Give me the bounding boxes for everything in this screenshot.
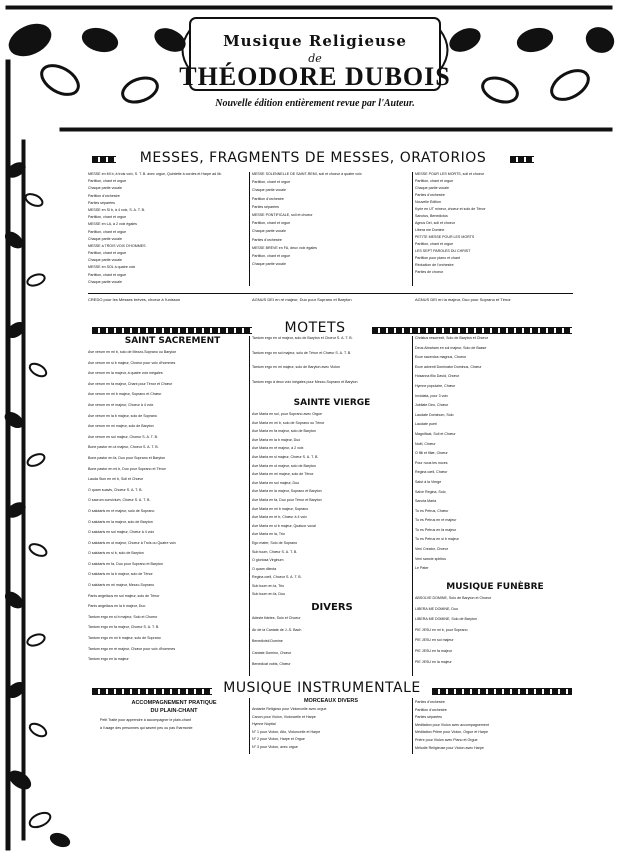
credo-entry (88, 298, 246, 312)
catalog-entry: Hymne Nuptial (252, 722, 276, 727)
catalog-entry: Ave Maria en ré majeur, à 2 voix (252, 446, 304, 451)
catalog-entry: O salutaris en si b, solo de Baryton (88, 551, 144, 556)
catalog-entry: Ave verum en la majeur, à quatre voix inégales (88, 371, 163, 376)
catalog-entry: Ecce sacerdos magnus, Choeur (415, 355, 467, 360)
catalog-entry: Parties d'orchestre (252, 237, 282, 242)
section-rule (92, 327, 252, 334)
catalog-entry: Tantum ergo en ut majeur, solo de Baryton et Chœur S. A. T. B. (252, 336, 353, 340)
section-rule (92, 688, 212, 695)
catalog-entry: Chaque partie vocale (88, 236, 122, 241)
catalog-entry: PETITE MESSE POUR LES MORTS (415, 234, 475, 239)
catalog-entry: Parties d'orchestre (415, 700, 445, 704)
section-title-motets: MOTETS (284, 320, 346, 336)
catalog-entry: Laudate Dominum, Solo (415, 412, 454, 417)
catalog-entry: Tantum ergo en mi b majeur, solo de Soprano (88, 636, 161, 641)
catalog-entry: Libera me Domine (415, 227, 445, 232)
catalog-entry: PIE JESU en la majeur (415, 659, 452, 664)
catalog-entry: LIBERA ME DOMINE, Duo (415, 606, 458, 611)
catalog-entry: Ave Maria en mi b, solo de Soprano ou Ténor (252, 420, 325, 425)
catalog-entry: Parties séparées (252, 204, 279, 209)
catalog-entry: O quam suavis, Choeur S. A. T. B. (88, 487, 143, 492)
catalog-entry: Chaque partie vocale (88, 186, 122, 191)
catalog-entry: Chaque partie vocale (252, 262, 286, 267)
motets-column-3b (415, 596, 573, 676)
catalog-entry: Ave verum en mi b majeur, Soprano et Chœur (88, 392, 162, 397)
catalog-entry: Ave Maria en si b majeur, Quatuor vocal (252, 523, 316, 528)
catalog-entry: Ave Maria en si majeur, Chœur S. A. T. B. (252, 454, 319, 459)
column-divider (412, 698, 413, 754)
catalog-entry: Ave Maria en sol majeur, Duo (252, 480, 300, 485)
catalog-entry: PIE JESU en mi b, pour Soprano (415, 627, 468, 632)
catalog-entry: Sub tuum en fa, Duo (252, 592, 285, 597)
catalog-entry: O salutaris en fa, Duo pour Soprano et Baryton (88, 561, 163, 566)
catalog-entry: O salutaris en mi majeur, Mezzo-Soprano (88, 583, 155, 588)
catalog-entry: Veni Creator, Chœur (415, 547, 448, 552)
motets-column-2b (252, 412, 410, 602)
subsection-saint-sacrement: SAINT SACREMENT (124, 336, 221, 346)
catalog-entry: Chaque partie vocale (252, 229, 286, 234)
catalog-entry: Tantum ergo à deux voix inégales pour Mezzo-Soprano et Baryton (252, 379, 358, 384)
catalog-entry: Partition, chant et orgue (252, 253, 291, 258)
catalog-entry: Chaque partie vocale (88, 258, 122, 263)
catalog-entry: Christus resurrexit, Solo de Baryton et Chœur (415, 336, 488, 340)
masses-column-1 (88, 172, 246, 290)
catalog-entry: MESSE à TROIS VOIX D'HOMMES (88, 243, 146, 248)
catalog-entry: N° 2 pour Violon, Harpe et Orgue (252, 737, 305, 742)
catalog-entry: Veni sancte spiritus (415, 556, 446, 561)
catalog-entry: O salutaris en la majeur, solo de Baryton (88, 519, 153, 524)
catalog-entry: Ave verum en mi majeur, solo de Baryton (88, 424, 154, 429)
catalog-entry: O gloriosa Virginum (252, 558, 284, 563)
catalog-entry: MESSE en MI b, à trois voix, S. T. B. avec orgue, Quintette à cordes et Harpe ad lib. (88, 172, 222, 176)
catalog-entry: Jubilate Deo, Chœur (415, 403, 449, 408)
catalog-entry: PIE JESU en sol majeur (415, 638, 454, 643)
catalog-entry: Sub tuum, Chœur S. A. T. B. (252, 549, 298, 554)
catalog-entry: Ave Maria en la majeur, Soprano et Baryton (252, 489, 322, 494)
catalog-entry: MESSE en SOL à quatre voix (88, 265, 136, 270)
catalog-entry: Partition, chant et orgue (415, 178, 454, 183)
catalog-entry: Nouvelle Édition (415, 199, 441, 204)
agnus-dei-re-entry (252, 298, 410, 312)
catalog-entry: Partition, chant et orgue (88, 215, 127, 220)
catalog-entry: ABSOLVE DOMINE, Solo de Baryton et Choeur (415, 596, 492, 600)
catalog-entry: Partition d'orchestre (415, 707, 447, 712)
catalog-entry: Parties séparées (415, 715, 442, 720)
title-banner (179, 20, 451, 110)
catalog-entry: O salutaris en la b majeur, solo de Ténor (88, 572, 153, 577)
catalog-entry: Partition d'orchestre (252, 196, 284, 201)
catalog-entry: N° 3 pour Violon, avec orgue (252, 744, 298, 749)
catalog-entry: Tantum ergo en fa majeur, Choeur S. A. T. B. (88, 625, 160, 630)
catalog-entry: Partition, chant et orgue (88, 251, 127, 256)
catalog-entry: Lauda Sion en mi b, Soli et Chœur (88, 477, 144, 482)
catalog-entry: Sanctus, Benedictus (415, 213, 448, 218)
motets-column-2c (252, 616, 410, 676)
agnus-dei-la-entry (415, 298, 573, 312)
catalog-entry: Laudate pueri (415, 422, 437, 427)
catalog-entry: Ave Maria en la b majeur, Duo (252, 437, 301, 442)
catalog-entry: Ave Maria en ut majeur, solo de Baryton (252, 463, 316, 468)
catalog-entry: Ave Maria en mi b majeur, Soprano (252, 506, 309, 511)
catalog-entry: Partition, chant et orgue (88, 229, 127, 234)
catalog-entry: Parties de choeur (415, 269, 444, 274)
catalog-entry: Benedixisti Domine (252, 639, 283, 644)
catalog-entry: Tantum ergo en sol majeur, solo de Ténor et Chœur S. A. T. B. (252, 350, 352, 355)
section-title-instrumental: MUSIQUE INSTRUMENTALE (223, 680, 421, 696)
agnus-dei-la-text: AGNUS DEI en la majeur, Duo pour Soprano et Ténor (415, 298, 511, 302)
catalog-entry: Tantum ergo en la majeur (88, 657, 129, 662)
catalog-entry: N° 1 pour Violon, Alto, Violoncelle et Harpe (252, 729, 321, 734)
edition-subtitle: Nouvelle édition entièrement revue par l'Auteur. (215, 98, 415, 109)
catalog-entry: MESSE PONTIFICALE, soli et choeur (252, 212, 313, 217)
catalog-entry: Méditation Prière pour Violon, Orgue et Harpe (415, 730, 489, 735)
catalog-entry: Hosanna filio David, Chœur (415, 374, 460, 379)
catalog-entry: MESSE en LA, à 2 voix égales (88, 222, 137, 227)
section-rule (510, 156, 534, 163)
catalog-entry: LIBERA ME DOMINE, Solo de Baryton (415, 617, 477, 622)
accompagnement-title: ACCOMPAGNEMENT PRATIQUE (131, 700, 217, 706)
catalog-entry: Tantum ergo en mi majeur, solo de Baryton avec Violon (252, 365, 341, 370)
catalog-entry: Ave verum en si b majeur, Choeur pour voix d'hommes (88, 360, 176, 365)
catalog-entry: Partition, chant et orgue (252, 180, 291, 185)
catalog-entry: Tu es Petrus en fa majeur (415, 527, 457, 532)
credo-text: CREDO pour les Messes brèves, choeur à l'unisson (88, 298, 181, 302)
catalog-entry: Pour nous les noces (415, 460, 448, 465)
motets-column-2a (252, 336, 410, 396)
catalog-entry: Partition, chant et orgue (88, 179, 127, 184)
catalog-entry: Mélodie Religieuse pour Violon avec Harpe (415, 745, 484, 750)
section-rule (92, 156, 116, 163)
instrumental-column-1 (100, 718, 248, 742)
column-divider (412, 172, 413, 286)
column-divider (249, 172, 250, 286)
catalog-entry: Réduction de l'orchestre (415, 262, 454, 267)
section-rule (432, 688, 572, 695)
catalog-entry: Salve Regina, Solo (415, 489, 446, 494)
catalog-entry: Hymne populaire, Chœur (415, 383, 456, 388)
title-line2: de (308, 52, 322, 65)
catalog-entry: Regina cœli, Choeur S. A. T. B. (252, 575, 302, 580)
subsection-sainte-vierge: SAINTE VIERGE (293, 398, 371, 408)
catalog-entry: Ave verum en fa majeur, Chant pour Ténor et Chœur (88, 381, 173, 386)
catalog-entry: Noël, Chœur (415, 441, 436, 446)
catalog-entry: Petit Traité pour apprendre à accompagner le plain-chant (100, 718, 191, 722)
catalog-entry: Bone pastor en fa, Duo pour Soprano et Baryton (88, 455, 166, 460)
catalog-entry: Partition pour piano et chant (415, 255, 460, 260)
masses-column-2 (252, 172, 410, 290)
catalog-entry: Kyrie en UT mineur, choeur et solo de Ténor (415, 206, 486, 211)
catalog-entry: Bone pastor en mi b, Duo pour Soprano et Ténor (88, 466, 166, 471)
catalog-entry: Parties d'orchestre (415, 192, 445, 197)
catalog-entry: Ave Maria en fa, Duo pour Ténor et Baryton (252, 497, 322, 502)
morceaux-title: MORCEAUX DIVERS (303, 698, 359, 704)
catalog-entry: Ave Maria en sol, pour Soprano avec Orgue (252, 412, 323, 416)
masses-divider (88, 293, 573, 294)
catalog-entry: Tu es Petrus en ré majeur (415, 518, 457, 523)
catalog-entry: PIE JESU en fa majeur (415, 648, 452, 653)
catalog-entry: MESSE POUR LES MORTS, soli et choeur (415, 172, 485, 176)
motets-column-1 (88, 350, 246, 678)
catalog-entry: Partition d'orchestre (88, 193, 120, 198)
column-divider (249, 698, 250, 754)
section-rule (372, 327, 572, 334)
plain-chant-title: DU PLAIN-CHANT (150, 708, 198, 714)
catalog-entry: Panis angelicus en sol majeur, solo de Ténor (88, 593, 160, 598)
subsection-divers: DIVERS (311, 602, 353, 613)
catalog-entry: Tantum ergo en si b majeur, Solo et Choeur (88, 614, 158, 619)
catalog-entry: Prière pour Violon avec Piano et Orgue (415, 737, 478, 742)
catalog-entry: Chaque partie vocale (415, 185, 449, 190)
catalog-entry: LES SEPT PAROLES DU CHRIST (415, 248, 471, 253)
catalog-entry: Ave Maria en fa majeur, solo de Baryton (252, 429, 316, 434)
catalog-entry: MESSE BRÈVE en FA, deux voix égales (252, 245, 317, 250)
catalog-entry: Partition, chant et orgue (415, 241, 454, 246)
catalog-entry: MESSE en SI b, à 4 voix, S. A. T. B. (88, 207, 146, 212)
catalog-entry: Ave Maria en la, Trio (252, 532, 285, 537)
catalog-entry: Tu es Petrus en si b majeur (415, 537, 459, 542)
catalog-entry: Tantum ergo en ré majeur, Chœur pour voix d'hommes (88, 646, 176, 651)
catalog-entry: Ave verum en mi b, solo de Mezzo-Soprano ou Baryton (88, 350, 177, 354)
catalog-entry: Benedicat vobis, Chœur (252, 662, 291, 667)
catalog-entry: à l'usage des personnes qui savent peu ou pas l'harmonie (100, 725, 193, 730)
catalog-entry: Ave Maria en mi majeur, solo de Ténor (252, 472, 314, 477)
column-divider (412, 336, 413, 676)
catalog-entry: Magnificat, Soli et Chœur (415, 431, 456, 436)
catalog-entry: Ave verum en la b majeur, solo de Soprano (88, 413, 157, 418)
catalog-entry: Chaque partie vocale (88, 279, 122, 284)
catalog-entry: Ego mater, Solo de Soprano (252, 540, 298, 545)
catalog-entry: O sacrum convivium, Chœur S. A. T. B. (88, 498, 151, 503)
catalog-entry: Panis angelicus en la b majeur, Duo (88, 604, 146, 609)
catalog-entry: Canon pour Violon, Violoncelle et Harpe (252, 714, 316, 719)
catalog-entry: Air de la Cantate de J.-S. Bach (252, 627, 302, 632)
section-title-masses: MESSES, FRAGMENTS DE MESSES, ORATORIOS (139, 150, 487, 166)
catalog-entry: Partition, chant et orgue (88, 272, 127, 277)
catalog-entry: O quam dilecta (252, 566, 277, 571)
title-line1: Musique Religieuse (223, 32, 407, 50)
catalog-entry: Ave verum en sol majeur, Choeur S. A. T. B. (88, 434, 158, 439)
catalog-entry: Agnus Dei, soli et choeur (415, 220, 455, 225)
agnus-dei-re-text: AGNUS DEI en ré majeur, Duo pour Soprano et Baryton (252, 298, 352, 302)
catalog-entry: Ave Maria en ré b, Chœur à 4 voix (252, 515, 307, 520)
motets-column-3a (415, 336, 573, 580)
catalog-entry: Ecce advenit Dominator Dominus, Chœur (415, 364, 482, 369)
column-divider (249, 336, 250, 676)
catalog-entry: Chaque partie vocale (252, 188, 286, 193)
catalog-entry: Ave verum en ré majeur, Choeur à 4 voix (88, 402, 154, 407)
catalog-entry: Inviolata, pour 3 voix (415, 393, 448, 398)
subsection-musique-funebre: MUSIQUE FUNÈBRE (446, 582, 544, 592)
catalog-entry: Sancta Maria (415, 499, 437, 504)
catalog-entry: Tu es Petrus, Chœur (415, 508, 449, 513)
composer-name: THÉODORE DUBOIS (179, 62, 451, 91)
instrumental-column-2 (252, 707, 410, 755)
catalog-entry: Salut à la Vierge (415, 479, 442, 484)
catalog-entry: Cantate Domino, Chœur (252, 650, 292, 655)
catalog-entry: O salutaris en ut majeur, Choeur à Trois ou Quatre voix (88, 540, 176, 545)
catalog-entry: Regina cœli, Chœur (415, 470, 448, 475)
catalog-entry: Deus Abraham en sol majeur, Solo de Basse (415, 345, 487, 350)
catalog-entry: Partition, chant et orgue (252, 221, 291, 226)
catalog-entry: Parties séparées (88, 200, 115, 205)
catalog-entry: Le Pater (415, 566, 429, 571)
catalog-entry: Bone pastor en ut majeur, Choeur S. A. T. B. (88, 445, 159, 450)
catalog-entry: MESSE SOLENNELLE DE SAINT-REMI, soli et choeur à quatre voix (252, 172, 362, 176)
catalog-entry: O filii et filiæ, Chœur (415, 451, 448, 456)
catalog-entry: O salutaris en sol majeur, Chœur à 4 voix (88, 530, 155, 535)
catalog-entry: Andante Religioso pour Violoncelle avec orgue (252, 707, 327, 711)
catalog-entry: Méditation pour Violon avec accompagnement (415, 722, 489, 727)
catalog-entry: O salutaris en ré majeur, solo de Soprano (88, 508, 155, 513)
instrumental-column-3 (415, 700, 573, 756)
catalog-entry: Sub tuum en la, Trio (252, 583, 285, 588)
masses-column-3 (415, 172, 573, 290)
catalog-entry: Adeste fideles, Solo et Choeur (252, 616, 301, 620)
